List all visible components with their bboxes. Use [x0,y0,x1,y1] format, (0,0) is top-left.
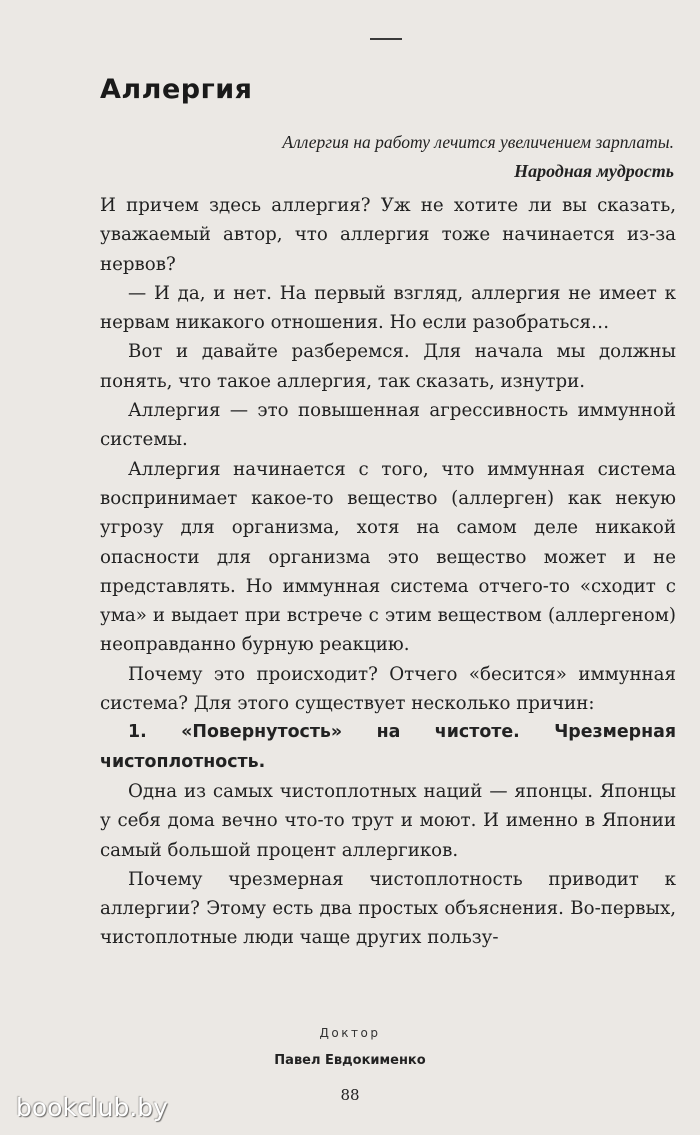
paragraph: Почему это происходит? Отчего «бесится» иммунная система? Для этого существует несколько причин: [100,663,676,715]
paragraph: Аллергия — это повышенная агрессивность иммунной системы. [100,400,676,451]
chapter-title: Аллергия [100,74,253,105]
page-number: 88 [340,1086,360,1104]
section-heading: 1. «Повернутость» на чистоте. Чрезмерная чистоплотность. [100,722,676,772]
epigraph-author: Народная мудрость [514,161,674,181]
paragraph: — И да, и нет. На первый взгляд, аллергия не имеет к нервам никакого отношения. Но если разобраться… [100,282,676,334]
paragraph: Почему чрезмерная чистоплотность приводит к аллергии? Этому есть два простых объяснения. Во-первых, чистоплотные люди чаще других пользу- [100,868,676,949]
paragraph: Вот и давайте разберемся. Для начала мы должны понять, что такое аллергия, так сказать, изнутри. [100,341,676,392]
body-text [100,191,676,953]
top-rule [370,38,402,40]
paragraph: Аллергия начинается с того, что иммунная система воспринимает какое-то вещество (аллерген) как некую угрозу для организма, хотя на самом деле никакой опасности для организма это вещество может и не представлять. Но иммунная система отчего-то «сходит с ума» и выдает при встрече с этим веществом (аллергеном) неоправданно бурную реакцию. [100,458,676,656]
epigraph [282,128,674,186]
epigraph-quote: Аллергия на работу лечится увеличением зарплаты. [282,132,674,152]
watermark: bookclub.by [16,1093,168,1122]
footer-series: Доктор [319,1026,381,1040]
footer-author: Павел Евдокименко [274,1053,426,1068]
paragraph: И причем здесь аллергия? Уж не хотите ли вы сказать, уважаемый автор, что аллергия тоже начинается из-за нервов? [100,195,676,275]
paragraph: Одна из самых чистоплотных наций — японцы. Японцы у себя дома вечно что-то трут и моют. И именно в Японии самый большой процент аллергиков. [100,780,676,861]
